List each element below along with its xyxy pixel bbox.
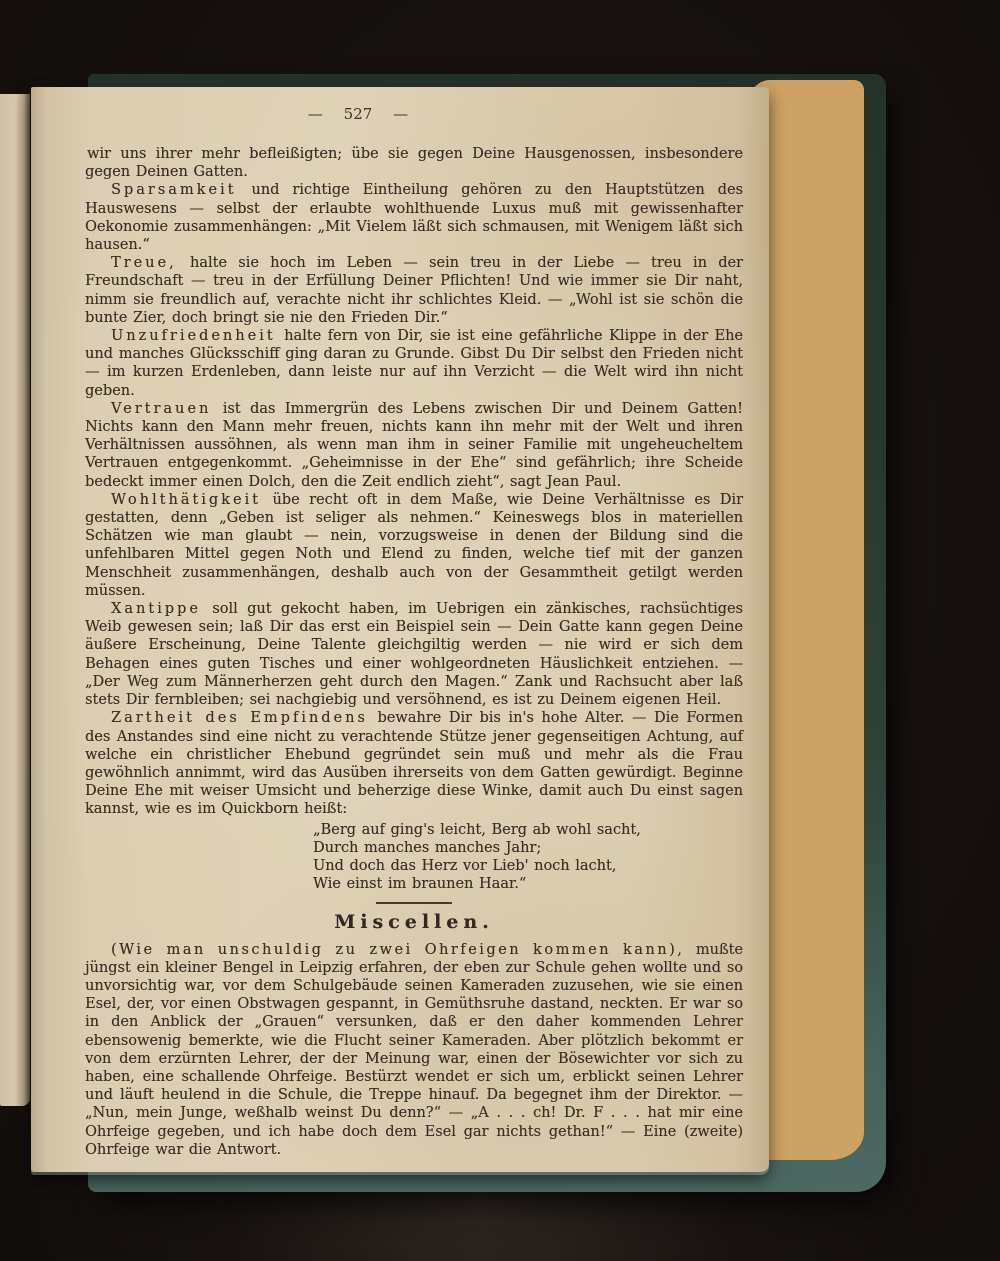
paragraph [85,709,743,818]
paragraph-text: soll gut gekocht haben, im Uebrigen ein zänkisches, rachsüchtiges Weib gewesen sein; laß Dir das erst ein Beispiel sein — Dein Gatte kann gegen Deine äußere Erscheinung, Deine Talente gleichgiltig werden — nie wird er sich dem Behagen eines guten Tisches und einer wohlgeordneten Häuslichkeit entziehen. — „Der Weg zum Männerherzen geht durch den Magen.“ Zank und Rachsucht aber laß stets Dir fernbleiben; sei nachgiebig und versöhnend, es ist zu Deinem eigenen Heil. [85,601,743,709]
paragraph [85,941,743,1159]
book-page [31,87,769,1172]
paragraph-lead: Vertrauen [111,400,212,417]
paragraph-text: wir uns ihrer mehr befleißigten; übe sie gegen Deine Hausgenossen, insbesondere gegen Deinen Gatten. [85,146,743,181]
section-heading-miscellen: Miscellen. [334,911,494,934]
verse-line: Durch manches manches Jahr; [313,839,542,856]
paragraph-lead: Xantippe [111,601,201,618]
paragraph [85,400,743,491]
paragraph-text: übe recht oft in dem Maße, wie Deine Verhältnisse es Dir gestatten, denn „Geben ist seliger als nehmen.“ Keineswegs blos in materiellen Schätzen wie man glaubt — nein, vorzugsweise in denen der Bildung sind die unfehlbaren Mittel gegen Noth und Elend zu finden, welche tief mit der ganzen Menschheit zusammenhängen, deshalb auch von der Gesammtheit getilgt werden müssen. [85,491,743,599]
verse-line: Und doch das Herz vor Lieb' noch lacht, [313,857,617,874]
paragraph [85,145,743,181]
paragraph-text: halte fern von Dir, sie ist eine gefährliche Klippe in der Ehe und manches Glücksschiff ging daran zu Grunde. Gibst Du Dir selbst den Frieden nicht — im kurzen Erdenleben, dann leiste nur auf ihn Verzicht — die Welt wird ihn nicht geben. [85,328,743,399]
paragraph-lead: Wohlthätigkeit [111,491,262,508]
paragraph [85,491,743,600]
verse-line: Wie einst im braunen Haar.“ [313,876,527,893]
paragraph [85,327,743,400]
paragraph-lead: Treue, [111,255,177,272]
paragraph-text: bewahre Dir bis in's hohe Alter. — Die Formen des Anstandes sind eine nicht zu verachtende Stütze jener gegenseitigen Achtung, auf welche ein christlicher Ehebund gegründet sein muß und mehr als die Frau gewöhnlich annimmt, wird das Ausüben ihrerseits von dem Gatten gewürdigt. Beginne Deine Ehe mit weiser Umsicht und beherzige diese Winke, damit auch Du einst sagen kannst, wie es im Quickborn heißt: [85,710,743,818]
paragraph-text: und richtige Eintheilung gehören zu den Hauptstützen des Hauswesens — selbst der erlaubte wohlthuende Luxus muß mit gewissenhafter Oekonomie zusammenhängen: „Mit Vielem läßt sich schmausen, mit Wenigem läßt sich hausen.“ [85,182,743,254]
section-divider [376,902,452,904]
paragraph-text: mußte jüngst ein kleiner Bengel in Leipzig erfahren, der eben zur Schule gehen wollte und so unvorsichtig war, vor dem Schulgebäude seinen Kameraden zuzusehen, wie sie einen Esel, der, vor einen Obstwagen gespannt, in Gemüthsruhe dastand, neckten. Er war so in den Anblick der „Grauen“ versunken, daß er den daher kommenden Lehrer ebensowenig bemerkte, wie die Flucht seiner Kameraden. Aber plötzlich bekommt er von dem erzürnten Lehrer, der der Meinung war, einen der Bösewichter vor sich zu haben, eine schallende Ohrfeige. Bestürzt wendet er sich um, erblickt seinen Lehrer und läuft heulend in die Schule, die Treppe hinauf. Da begegnet ihm der Direktor. — „Nun, mein Junge, weßhalb weinst Du denn?“ — „A . . . ch! Dr. F . . . hat mir eine Ohrfeige gegeben, und ich habe doch dem Esel gar nichts gethan!“ — Eine (zweite) Ohrfeige war die Antwort. [85,941,743,1158]
page-number: — 527 — [307,105,409,123]
paragraph-text: ist das Immergrün des Lebens zwischen Dir und Deinem Gatten! Nichts kann den Mann mehr freuen, nichts kann ihn mehr mit der Welt und ihren Verhältnissen aussöhnen, als wenn man ihm in seiner Familie mit ungeheucheltem Vertrauen entgegenkommt. „Geheimnisse in der Ehe“ sind gefährlich; ihre Scheide bedeckt immer einen Dolch, den die Zeit endlich zieht“, sagt Jean Paul. [85,400,743,490]
paragraph [85,254,743,327]
paragraph-lead: Sparsamkeit [111,182,237,199]
verse-line: „Berg auf ging's leicht, Berg ab wohl sacht, [313,821,641,838]
paragraph [85,181,743,254]
paragraph-lead: Unzufriedenheit [111,328,276,345]
verse-block [313,821,743,894]
paragraph-text: halte sie hoch im Leben — sein treu in der Liebe — treu in der Freundschaft — treu in der Erfüllung Deiner Pflichten! Und wie immer sie Dir naht, nimm sie freundlich auf, verachte nicht ihr schlichtes Kleid. — „Wohl ist sie schön die bunte Zier, doch bringt sie nie den Frieden Dir.“ [85,255,743,326]
page-body [85,145,743,1159]
paragraph-lead: (Wie man unschuldig zu zwei Ohrfeigen kommen kann), [111,941,685,958]
paragraph-lead: Zartheit des Empfindens [111,710,368,727]
paragraph [85,600,743,709]
facing-page-sliver [0,94,30,1106]
